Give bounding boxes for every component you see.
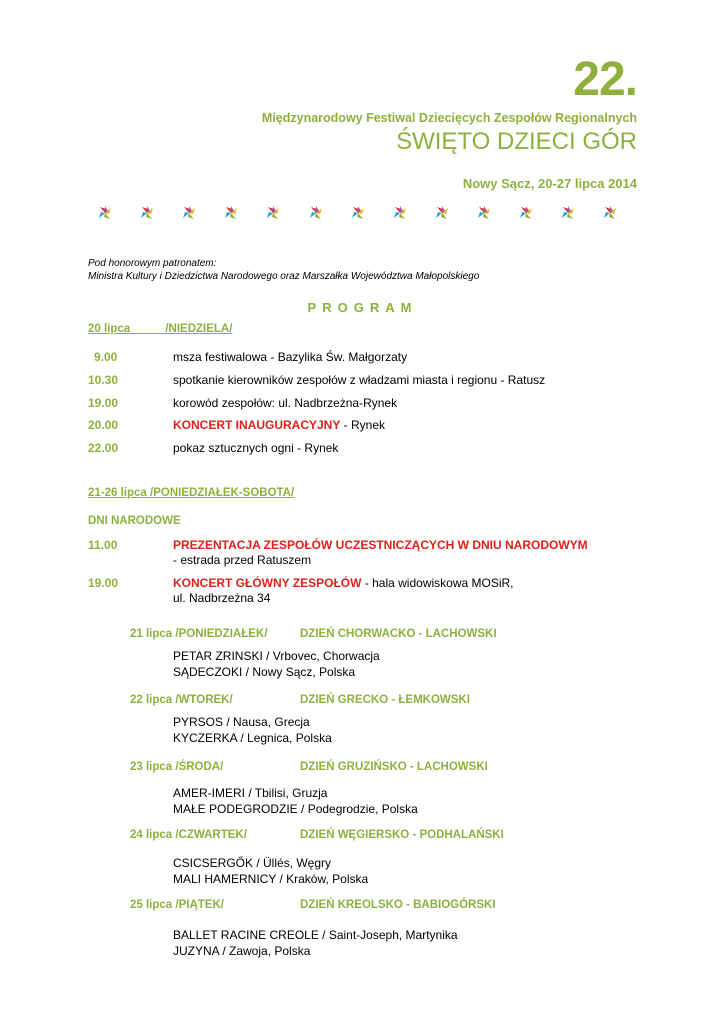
pinwheel-star-icon: [560, 205, 576, 221]
event-highlight: PREZENTACJA ZESPOŁÓW UCZESTNICZĄCYCH W DNIU NARODOWYM: [173, 538, 588, 552]
event-time: 20.00: [88, 418, 119, 432]
group-item: KYCZERKA / Legnica, Polska: [173, 731, 332, 745]
group-list: [173, 785, 418, 817]
event-desc: - estrada przed Ratuszem: [173, 553, 312, 567]
pinwheel-star-icon: [350, 205, 366, 221]
national-day-date: 22 lipca /WTOREK/: [130, 694, 233, 706]
group-list: [173, 714, 332, 746]
day-heading-20: 20 lipca /NIEDZIELA/: [88, 323, 233, 335]
event-time: 10.30: [88, 373, 119, 387]
event-time: 22.00: [88, 441, 119, 455]
event-time: 9.00: [94, 350, 118, 364]
patronage-names: Ministra Kultury i Dziedzictwa Narodowego oraz Marszałka Województwa Małopolskiego: [88, 271, 480, 282]
group-item: PETAR ZRINSKI / Vrbovec, Chorwacja: [173, 649, 380, 663]
pinwheel-star-icon: [265, 205, 281, 221]
national-day-name: DZIEŃ GRECKO - ŁEMKOWSKI: [300, 694, 470, 706]
event-highlight: KONCERT INAUGURACYJNY: [173, 418, 341, 432]
national-day-date: 25 lipca /PIĄTEK/: [130, 899, 224, 911]
day-heading-21-26: 21-26 lipca /PONIEDZIAŁEK-SOBOTA/: [88, 487, 295, 499]
group-item: AMER-IMERI / Tbilisi, Gruzja: [173, 786, 328, 800]
event-desc-rest: - hala widowiskowa MOSiR,: [361, 576, 514, 590]
place-date: Nowy Sącz, 20-27 lipca 2014: [462, 176, 637, 191]
event-desc: spotkanie kierowników zespołów z władzami miasta i regionu - Ratusz: [173, 373, 546, 387]
pinwheel-star-icon: [434, 205, 450, 221]
event-desc-rest: - Rynek: [340, 418, 386, 432]
national-days-heading: DNI NARODOWE: [88, 515, 181, 527]
edition-number: 22.: [573, 53, 637, 106]
event-time: 19.00: [88, 576, 119, 590]
pinwheel-star-icon: [97, 205, 113, 221]
group-list: [173, 855, 368, 887]
national-day-date: 23 lipca /ŚRODA/: [130, 761, 224, 773]
group-list: [173, 648, 380, 680]
pinwheel-star-icon: [476, 205, 492, 221]
group-list: [173, 927, 458, 959]
event-desc: pokaz sztucznych ogni - Rynek: [173, 441, 339, 455]
patronage-label: Pod honorowym patronatem:: [88, 258, 217, 269]
group-item: PYRSOS / Nausa, Grecja: [173, 715, 310, 729]
festival-title: ŚWIĘTO DZIECI GÓR: [396, 128, 637, 155]
event-highlight: KONCERT GŁÓWNY ZESPOŁÓW: [173, 576, 362, 590]
festival-name: Międzynarodowy Festiwal Dziecięcych Zespołów Regionalnych: [261, 111, 637, 125]
pinwheel-star-icon: [392, 205, 408, 221]
pinwheel-star-icon: [308, 205, 324, 221]
event-desc: [173, 418, 385, 432]
pinwheel-star-icon: [518, 205, 534, 221]
pinwheel-star-icon: [139, 205, 155, 221]
pinwheel-star-icon: [602, 205, 618, 221]
event-desc: ul. Nadbrzeżna 34: [173, 591, 271, 605]
pinwheel-star-icon: [181, 205, 197, 221]
decorative-icon-row: [97, 205, 637, 223]
national-day-date: 24 lipca /CZWARTEK/: [130, 829, 247, 841]
group-item: CSICSERGŐK / Üllés, Węgry: [173, 856, 332, 870]
group-item: BALLET RACINE CREOLE / Saint-Joseph, Martynika: [173, 928, 458, 942]
event-time: 19.00: [88, 396, 119, 410]
national-day-name: DZIEŃ KREOLSKO - BABIOGÓRSKI: [300, 899, 496, 911]
event-desc: [173, 576, 514, 590]
group-item: MAŁE PODEGRODZIE / Podegrodzie, Polska: [173, 802, 418, 816]
program-heading: PROGRAM: [307, 300, 418, 315]
event-desc: korowód zespołów: ul. Nadbrzeżna-Rynek: [173, 396, 398, 410]
national-day-name: DZIEŃ GRUZIŃSKO - LACHOWSKI: [300, 761, 488, 773]
pinwheel-star-icon: [223, 205, 239, 221]
group-item: SĄDECZOKI / Nowy Sącz, Polska: [173, 665, 356, 679]
group-item: MALI HAMERNICY / Kraków, Polska: [173, 872, 369, 886]
event-time: 11.00: [88, 538, 118, 552]
national-day-name: DZIEŃ WĘGIERSKO - PODHALAŃSKI: [300, 829, 504, 841]
event-desc: msza festiwalowa - Bazylika Św. Małgorzaty: [173, 350, 408, 364]
national-day-date: 21 lipca /PONIEDZIAŁEK/: [130, 628, 268, 640]
national-day-name: DZIEŃ CHORWACKO - LACHOWSKI: [300, 628, 497, 640]
group-item: JUZYNA / Zawoja, Polska: [173, 944, 311, 958]
event-desc: [173, 538, 588, 552]
patronage: [88, 257, 479, 283]
